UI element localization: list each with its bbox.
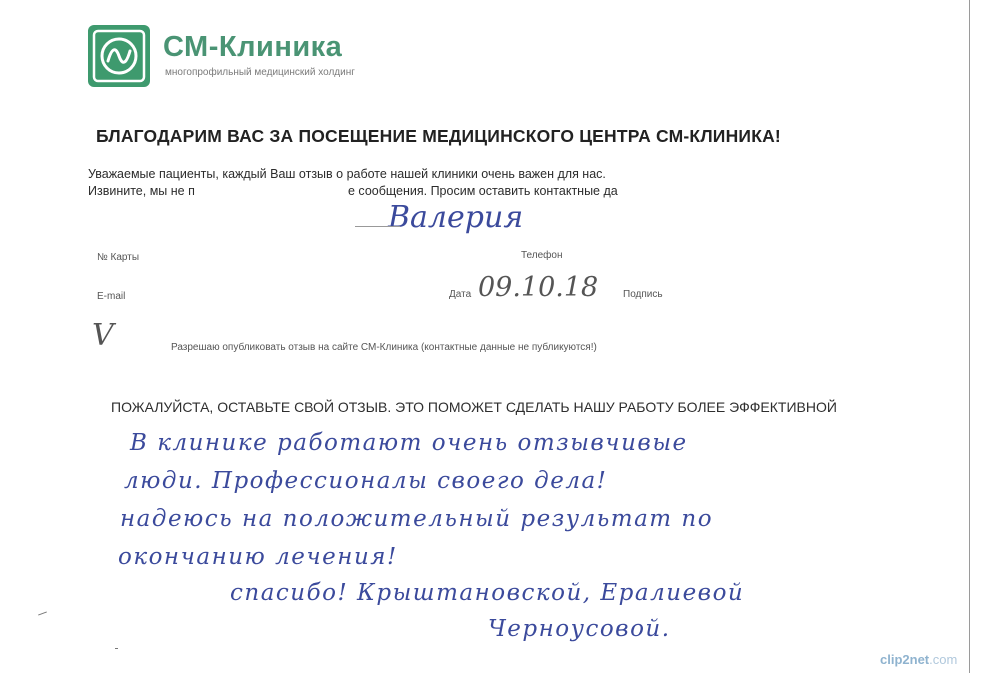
consent-checkmark: V (92, 318, 114, 353)
review-line-1: В клинике работают очень отзывчивые (130, 430, 688, 456)
review-line-3: надеюсь на положительный результат по (120, 506, 714, 532)
intro-line-2-end: е сообщения. Просим оставить контактные да (348, 184, 618, 198)
watermark-part-2: .com (929, 652, 958, 667)
phone-label: Телефон (521, 250, 563, 261)
brand-subtitle: многопрофильный медицинский холдинг (165, 67, 355, 78)
review-line-2: люди. Профессионалы своего дела! (124, 468, 608, 494)
signature-label: Подпись (623, 289, 663, 300)
watermark-part-1: clip2net (880, 652, 930, 667)
page-edge-divider (969, 0, 970, 673)
review-line-6: Черноусовой. (488, 616, 671, 642)
brand-name: СМ-Клиника (163, 31, 343, 63)
email-label: E-mail (97, 291, 126, 302)
page-title: БЛАГОДАРИМ ВАС ЗА ПОСЕЩЕНИЕ МЕДИЦИНСКОГО ЦЕНТРА СМ-КЛИНИКА! (96, 126, 781, 146)
consent-text: Разрешаю опубликовать отзыв на сайте СМ-Клиника (контактные данные не публикуются!) (171, 342, 597, 353)
review-line-5: спасибо! Крыштановской, Ералиевой (230, 580, 745, 606)
date-handwritten: 09.10.18 (478, 272, 599, 303)
scan-speck (38, 611, 47, 615)
intro-line-1: Уважаемые пациенты, каждый Ваш отзыв о работе нашей клиники очень важен для нас. (88, 167, 606, 181)
watermark (880, 652, 957, 667)
card-label: № Карты (97, 252, 140, 263)
scan-speck (115, 648, 118, 649)
name-underline (355, 226, 400, 227)
review-line-4: окончанию лечения! (118, 544, 398, 570)
intro-line-2-start: Извините, мы не п (88, 184, 195, 198)
date-label: Дата (449, 289, 472, 300)
logo-icon (88, 25, 150, 87)
review-prompt: ПОЖАЛУЙСТА, ОСТАВЬТЕ СВОЙ ОТЗЫВ. ЭТО ПОМОЖЕТ СДЕЛАТЬ НАШУ РАБОТУ БОЛЕЕ ЭФФЕКТИВНОЙ (111, 399, 837, 415)
name-handwritten: Валерия (388, 200, 524, 235)
